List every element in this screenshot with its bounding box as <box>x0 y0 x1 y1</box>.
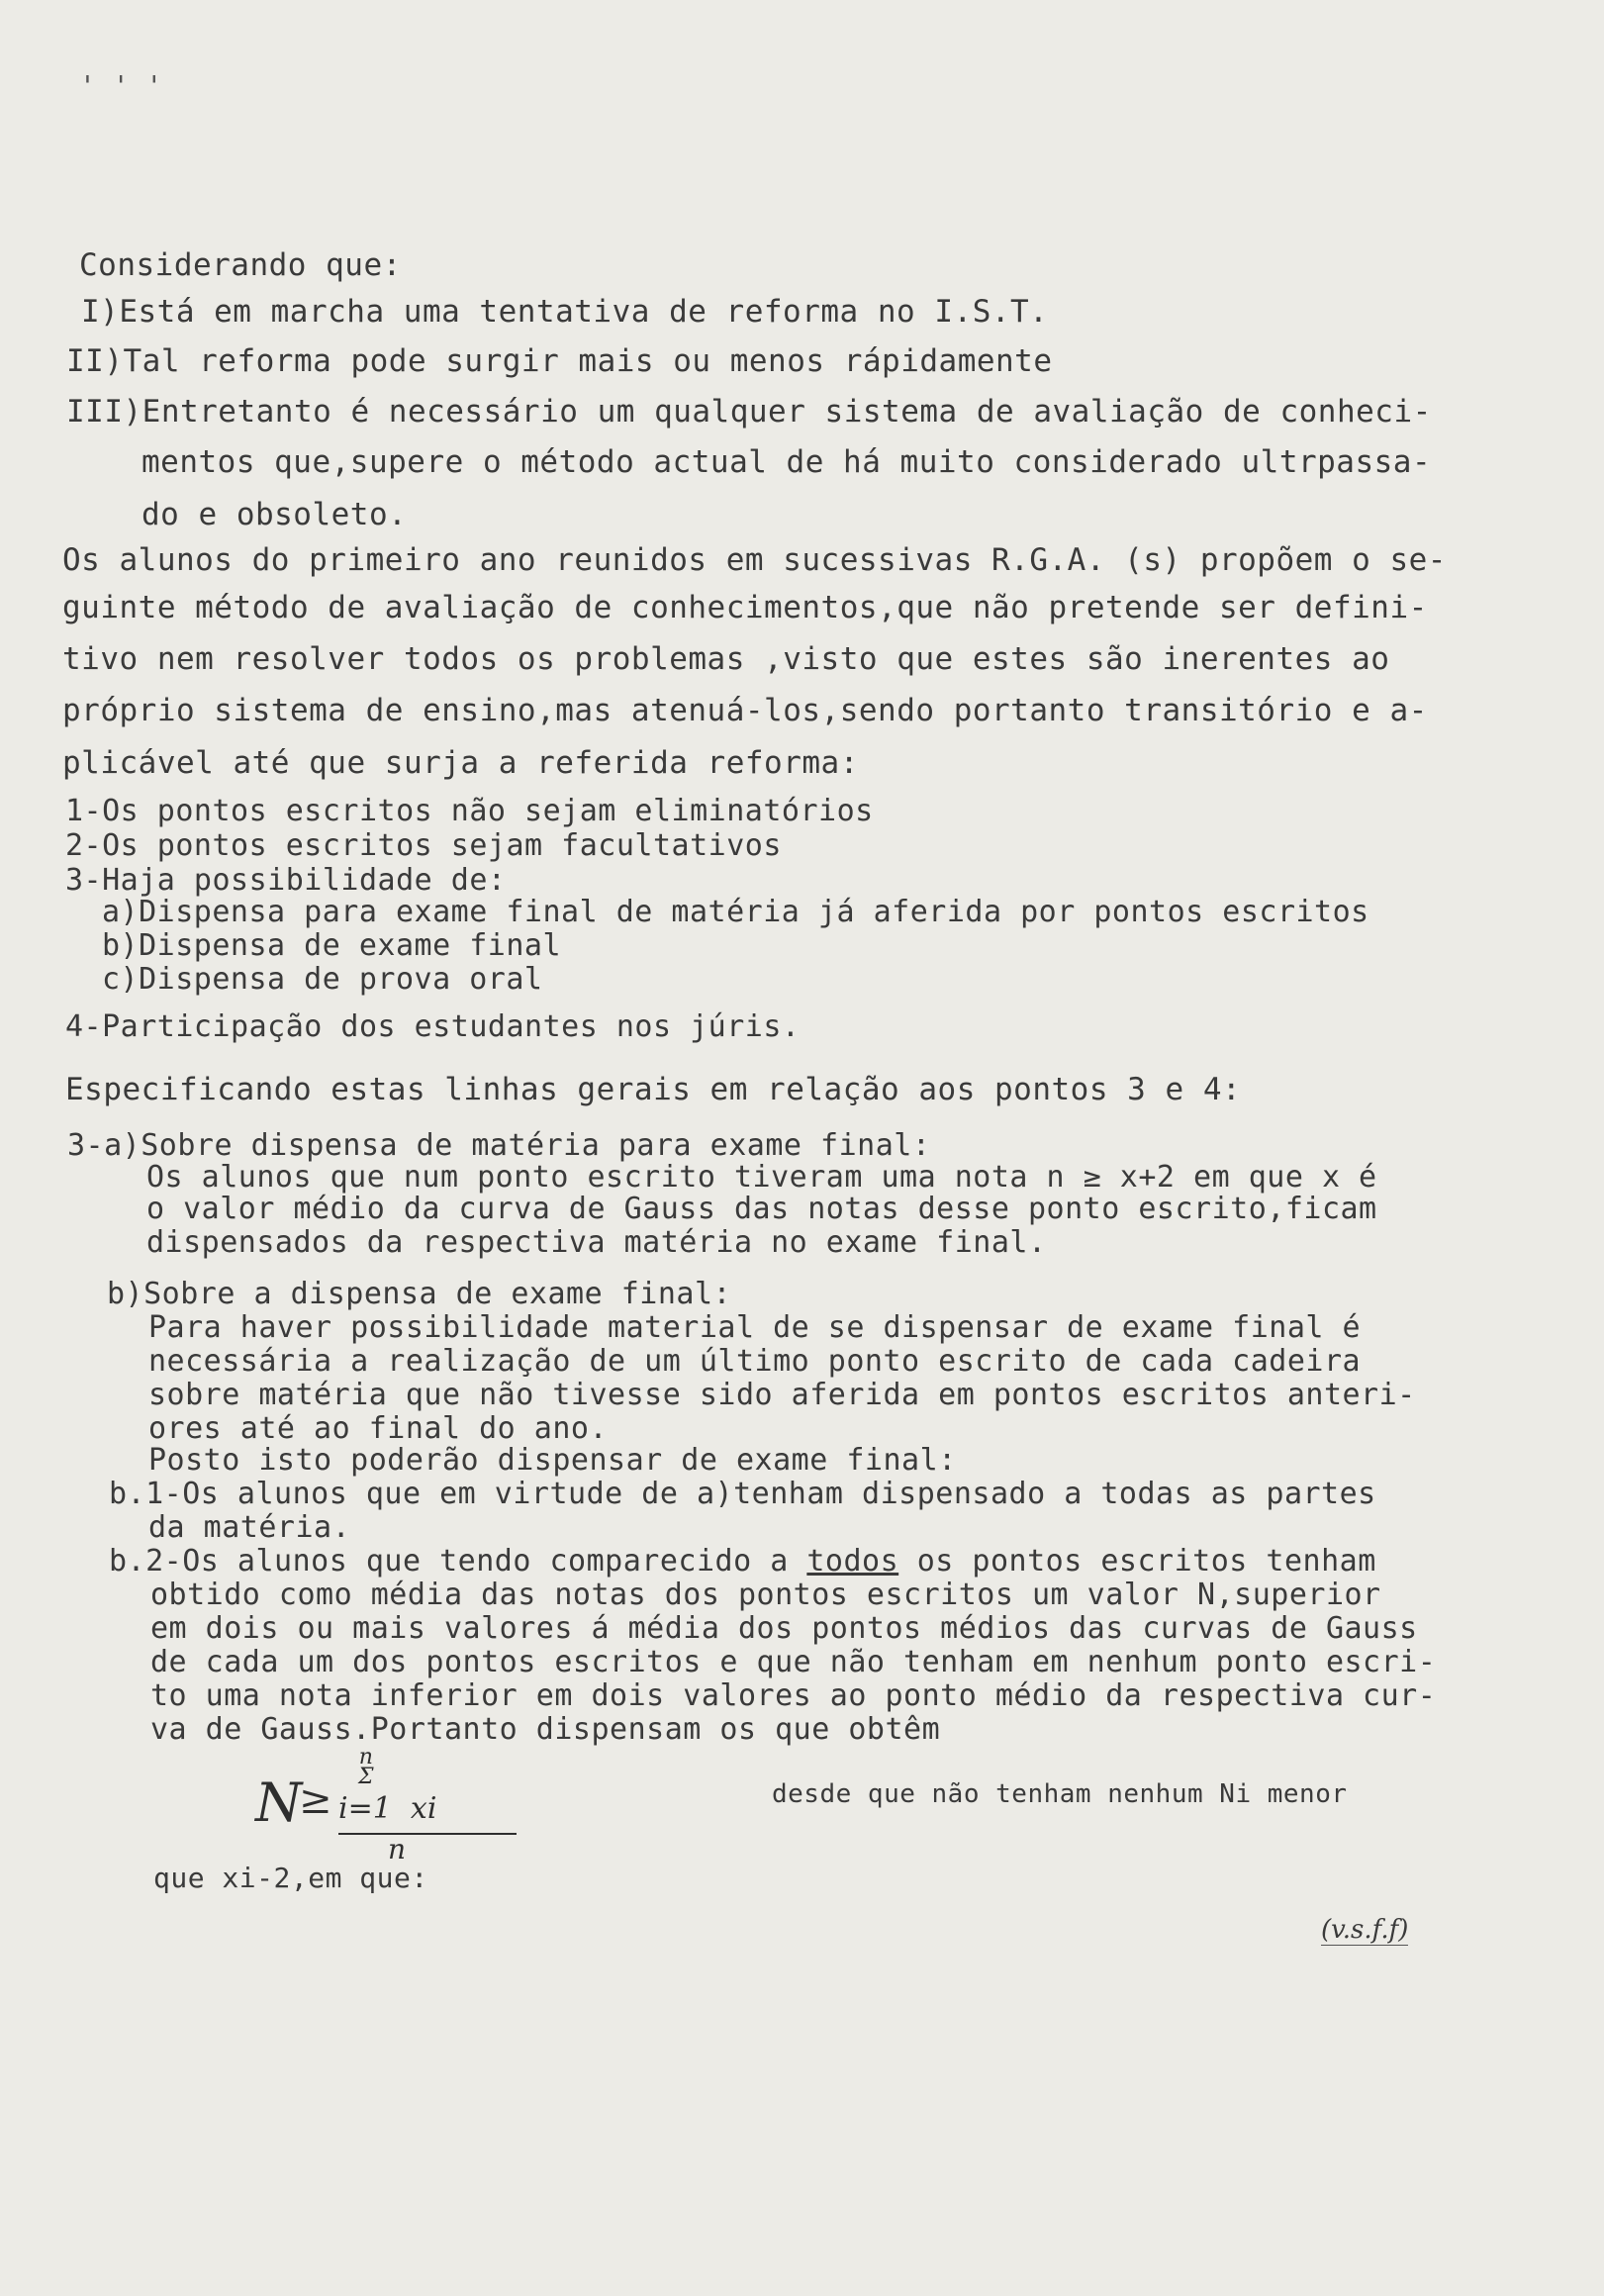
condition-left: que xi-2,em que: <box>153 1862 428 1894</box>
reason-3-cont-2: do e obsoleto. <box>142 497 408 532</box>
reason-3: III)Entretanto é necessário um qualquer sistema de avaliação de conheci- <box>66 394 1432 430</box>
spec-3a-line-3: dispensados da respectiva matéria no exame final. <box>146 1225 1047 1260</box>
point-3a: a)Dispensa para exame final de matéria já aferida por pontos escritos <box>102 895 1369 929</box>
spec-b-title: b)Sobre a dispensa de exame final: <box>107 1277 732 1311</box>
point-2: 2-Os pontos escritos sejam facultativos <box>65 828 782 863</box>
formula-sum-top <box>358 1745 374 1789</box>
spec-b-line-4: ores até ao final do ano. <box>148 1411 609 1446</box>
spec-b2-underlined: todos <box>806 1544 899 1578</box>
intro-line: Considerando que: <box>79 247 402 283</box>
spec-b-line-1: Para haver possibilidade material de se dispensar de exame final é <box>148 1310 1362 1345</box>
formula-term: xi <box>410 1791 437 1826</box>
reason-2: II)Tal reforma pode surgir mais ou menos rápidamente <box>66 343 1053 379</box>
formula-relation: ≥ <box>299 1777 332 1823</box>
formula-sum-symbol: Σ <box>358 1765 374 1789</box>
formula-sum-index: i=1 <box>338 1791 392 1826</box>
proposal-line-3: tivo nem resolver todos os problemas ,visto que estes são inerentes ao <box>62 641 1390 677</box>
spec-3a-line-2: o valor médio da curva de Gauss das notas desse ponto escrito,ficam <box>146 1192 1377 1226</box>
spec-b2-line-4: de cada um dos pontos escritos e que não tenham em nenhum ponto escri- <box>150 1645 1437 1679</box>
point-3: 3-Haja possibilidade de: <box>65 863 507 898</box>
handwritten-formula <box>247 1745 544 1866</box>
spec-b1-line-1: b.1-Os alunos que em virtude de a)tenham dispensado a todas as partes <box>109 1477 1376 1511</box>
spec-b-line-2: necessária a realização de um último ponto escrito de cada cadeira <box>148 1344 1362 1379</box>
condition-right: desde que não tenham nenhum Ni menor <box>772 1779 1348 1809</box>
reason-3-cont-1: mentos que,supere o método actual de há muito considerado ultrpassa- <box>142 444 1432 480</box>
spec-b-line-3: sobre matéria que não tivesse sido aferida em pontos escritos anteri- <box>148 1378 1416 1412</box>
point-3b: b)Dispensa de exame final <box>102 928 562 963</box>
spec-b2-line-2: obtido como média das notas dos pontos escritos um valor N,superior <box>150 1578 1381 1612</box>
spec-b2-after: os pontos escritos tenham <box>898 1544 1376 1578</box>
formula-lhs: N <box>255 1771 303 1834</box>
spec-b-posto: Posto isto poderão dispensar de exame final: <box>148 1443 957 1478</box>
spec-b2-line-5: to uma nota inferior em dois valores ao ponto médio da respectiva cur- <box>150 1678 1437 1713</box>
point-4: 4-Participação dos estudantes nos júris. <box>65 1009 801 1044</box>
spec-intro: Especificando estas linhas gerais em relação aos pontos 3 e 4: <box>65 1072 1242 1107</box>
formula-fraction-bar <box>338 1833 517 1835</box>
point-1: 1-Os pontos escritos não sejam eliminatórios <box>65 794 874 828</box>
proposal-line-4: próprio sistema de ensino,mas atenuá-los,sendo portanto transitório e a- <box>62 693 1428 728</box>
spec-3a-title: 3-a)Sobre dispensa de matéria para exame final: <box>67 1128 931 1163</box>
spec-3a-line-1: Os alunos que num ponto escrito tiveram uma nota n ≥ x+2 em que x é <box>146 1160 1377 1195</box>
formula-denominator: n <box>388 1833 407 1866</box>
spec-b2-line-3: em dois ou mais valores á média dos pontos médios das curvas de Gauss <box>150 1611 1418 1646</box>
spec-b2-line-6: va de Gauss.Portanto dispensam os que obtêm <box>150 1712 941 1747</box>
proposal-line-1: Os alunos do primeiro ano reunidos em sucessivas R.G.A. (s) propõem o se- <box>62 542 1447 578</box>
spec-b1-line-2: da matéria. <box>148 1510 351 1545</box>
reason-1: I)Está em marcha uma tentativa de reforma no I.S.T. <box>81 294 1049 330</box>
handwritten-signature: (v.s.f.f) <box>1321 1915 1409 1945</box>
spec-b2-before: b.2-Os alunos que tendo comparecido a <box>109 1544 807 1578</box>
proposal-line-5: plicável até que surja a referida reforma: <box>62 745 859 781</box>
formula-numerator <box>338 1791 436 1826</box>
proposal-line-2: guinte método de avaliação de conhecimentos,que não pretende ser defini- <box>62 590 1428 625</box>
spec-b2-line-1 <box>109 1544 1376 1579</box>
point-3c: c)Dispensa de prova oral <box>102 962 543 997</box>
formula-sum-upper: n <box>358 1745 373 1770</box>
header-marks: ' ' ' <box>79 69 163 102</box>
